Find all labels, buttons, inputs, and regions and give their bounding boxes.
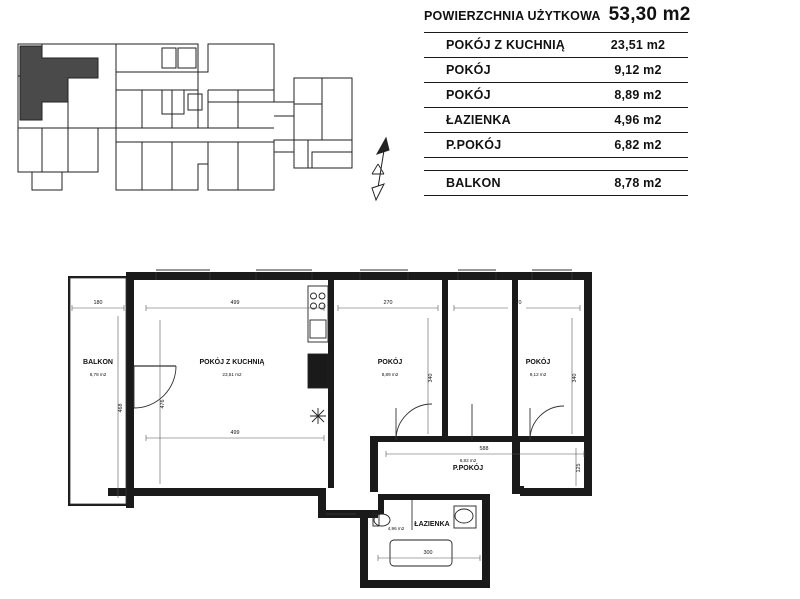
apartment-floorplan-drawing [60,258,680,588]
north-arrow-icon [366,134,400,204]
room-area-room-2: 9,12 m2 [529,372,547,377]
room-label-room-1: POKÓJ [377,359,403,366]
room-name: POKÓJ Z KUCHNIĄ [446,38,565,52]
dimension-hall-width: 588 [479,446,489,452]
room-label-balcony: BALKON [83,359,113,366]
dimension-room1-width: 270 [383,300,393,306]
table-row [424,83,688,108]
room-label-bathroom: ŁAZIENKA [414,521,450,528]
room-name: POKÓJ [446,88,491,102]
table-row [424,58,688,83]
room-name: P.POKÓJ [446,138,502,152]
room-area-room-1: 8,89 m2 [381,372,399,377]
room-label-room-2: POKÓJ [525,359,551,366]
dimension-room1-height: 340 [428,373,434,383]
dimension-bathroom-width: 300 [423,550,433,556]
dimension-living-height: 476 [160,399,166,409]
room-area: 8,78 m2 [614,176,662,190]
room-label-hall: P.POKÓJ [452,465,484,472]
room-name: ŁAZIENKA [446,113,511,127]
room-area: 4,96 m2 [614,113,662,127]
area-table [424,32,688,196]
room-area-balcony: 8,78 m2 [89,372,107,377]
dimension-living-width-bottom: 499 [230,430,240,436]
room-area: 8,89 m2 [614,88,662,102]
north-arrow [366,134,400,204]
apartment-floorplan [60,258,680,588]
key-plan [12,32,362,192]
table-row [424,133,688,158]
room-label-living-kitchen: POKÓJ Z KUCHNIĄ [199,359,265,366]
key-plan-drawing [12,32,362,192]
table-row [424,108,688,133]
room-area-living-kitchen: 23,51 m2 [222,372,242,377]
room-area-hall: 6,82 m2 [459,458,477,463]
usable-area-header [424,4,796,30]
room-area: 23,51 m2 [610,38,666,52]
dimension-balcony-width: 180 [93,300,103,306]
room-area: 9,12 m2 [614,63,662,77]
room-name: BALKON [446,176,501,190]
usable-area-caption: POWIERZCHNIA UŻYTKOWA [424,9,601,23]
dimension-room2-width: 270 [512,300,522,306]
table-row [424,32,688,58]
usable-area-total: 53,30 m2 [608,4,691,25]
table-separator [424,158,688,170]
dimension-balcony-height: 468 [118,403,124,413]
table-row-balcony [424,170,688,196]
dimension-living-width-top: 499 [230,300,240,306]
room-area-bathroom: 4,96 m2 [387,526,405,531]
room-name: POKÓJ [446,63,491,77]
room-area: 6,82 m2 [614,138,662,152]
dimension-hall-height: 125 [576,463,582,473]
dimension-room2-height: 340 [572,373,578,383]
